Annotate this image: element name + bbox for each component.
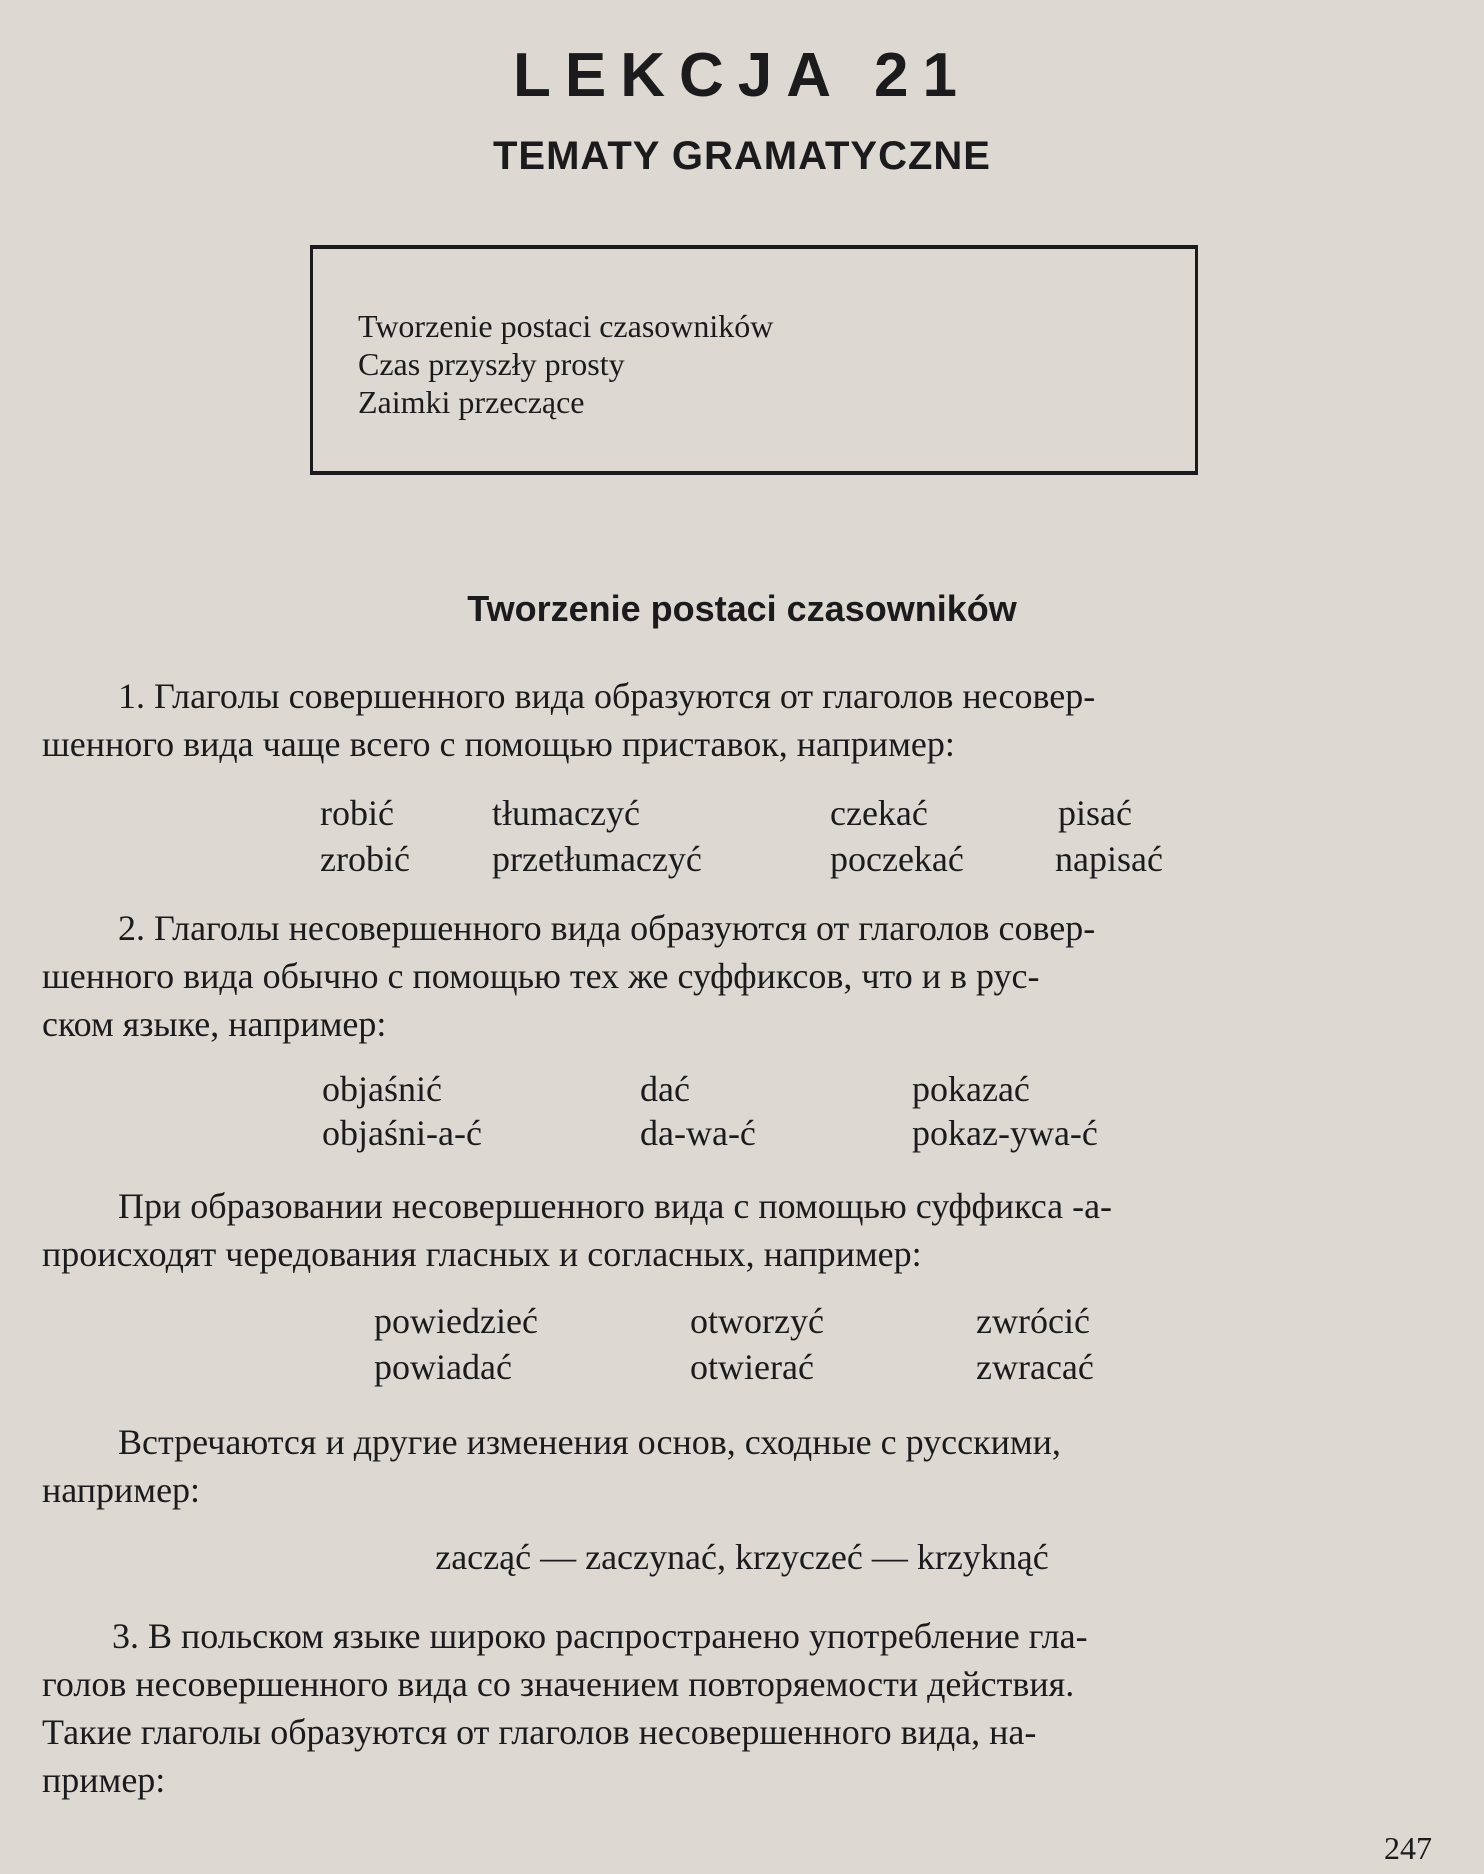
paragraph-1 [42,672,1446,768]
paragraph-line: 3. В польском языке широко распространено употребление гла- [112,1616,1088,1656]
paragraph-2 [42,904,1446,1048]
paragraph-4 [42,1418,1446,1514]
paragraph-line: происходят чередования гласных и согласных, например: [42,1234,922,1274]
example-word: pokaz-ywa-ć [912,1113,1098,1153]
example-row [0,1110,1484,1156]
example-word: przetłumaczyć [492,839,702,879]
paragraph-line: Такие глаголы образуются от глаголов несовершенного вида, на- [42,1712,1037,1752]
example-word: pisać [1058,793,1132,833]
topic-item: Zaimki przeczące [358,384,585,420]
example-row [0,1298,1484,1344]
grammar-topics-box [310,245,1198,475]
example-word: da-wa-ć [640,1113,756,1153]
example-word: robić [320,793,394,833]
paragraph-3 [42,1182,1446,1278]
example-word: zwrócić [976,1301,1090,1341]
paragraph-line: ском языке, например: [42,1004,387,1044]
topics-list [358,307,773,421]
paragraph-line: 2. Глаголы несовершенного вида образуются от глаголов совер- [118,908,1096,948]
example-word: tłumaczyć [492,793,640,833]
example-word: objaśni-a-ć [322,1113,482,1153]
example-row [0,1344,1484,1390]
paragraph-line: шенного вида чаще всего с помощью приставок, например: [42,724,955,764]
paragraph-line: пример: [42,1760,166,1800]
example-word: otworzyć [690,1301,824,1341]
paragraph-line: голов несовершенного вида со значением повторяемости действия. [42,1664,1075,1704]
example-row [0,1066,1484,1112]
example-word: dać [640,1069,690,1109]
example-word: zwracać [976,1347,1094,1387]
example-word: poczekać [830,839,964,879]
section-heading: Tworzenie postaci czasowników [467,588,1017,629]
example-word: zrobić [320,839,410,879]
example-word: powiadać [374,1347,512,1387]
lesson-subtitle: TEMATY GRAMATYCZNE [493,134,991,178]
example-word: napisać [1055,839,1163,879]
example-word: otwierać [690,1347,814,1387]
example-row [0,790,1484,836]
paragraph-line: 1. Глаголы совершенного вида образуются от глаголов несовер- [118,676,1096,716]
paragraph-line: Встречаются и другие изменения основ, сходные с русскими, [118,1422,1061,1462]
topic-item: Tworzenie postaci czasowników [358,308,774,344]
lesson-title: LEKCJA 21 [513,41,971,110]
topic-item: Czas przyszły prosty [358,346,625,382]
paragraph-5 [42,1612,1446,1804]
paragraph-line: например: [42,1470,201,1510]
example-word: objaśnić [322,1069,442,1109]
paragraph-line: шенного вида обычно с помощью тех же суффиксов, что и в рус- [42,956,1040,996]
example-word: czekać [830,793,928,833]
example-word: pokazać [912,1069,1030,1109]
page-number: 247 [1384,1830,1432,1866]
example-word: powiedzieć [374,1301,538,1341]
example-line: zacząć — zaczynać, krzyczeć — krzyknąć [435,1537,1049,1577]
paragraph-line: При образовании несовершенного вида с помощью суффикса -a- [118,1186,1113,1226]
example-row [0,836,1484,882]
